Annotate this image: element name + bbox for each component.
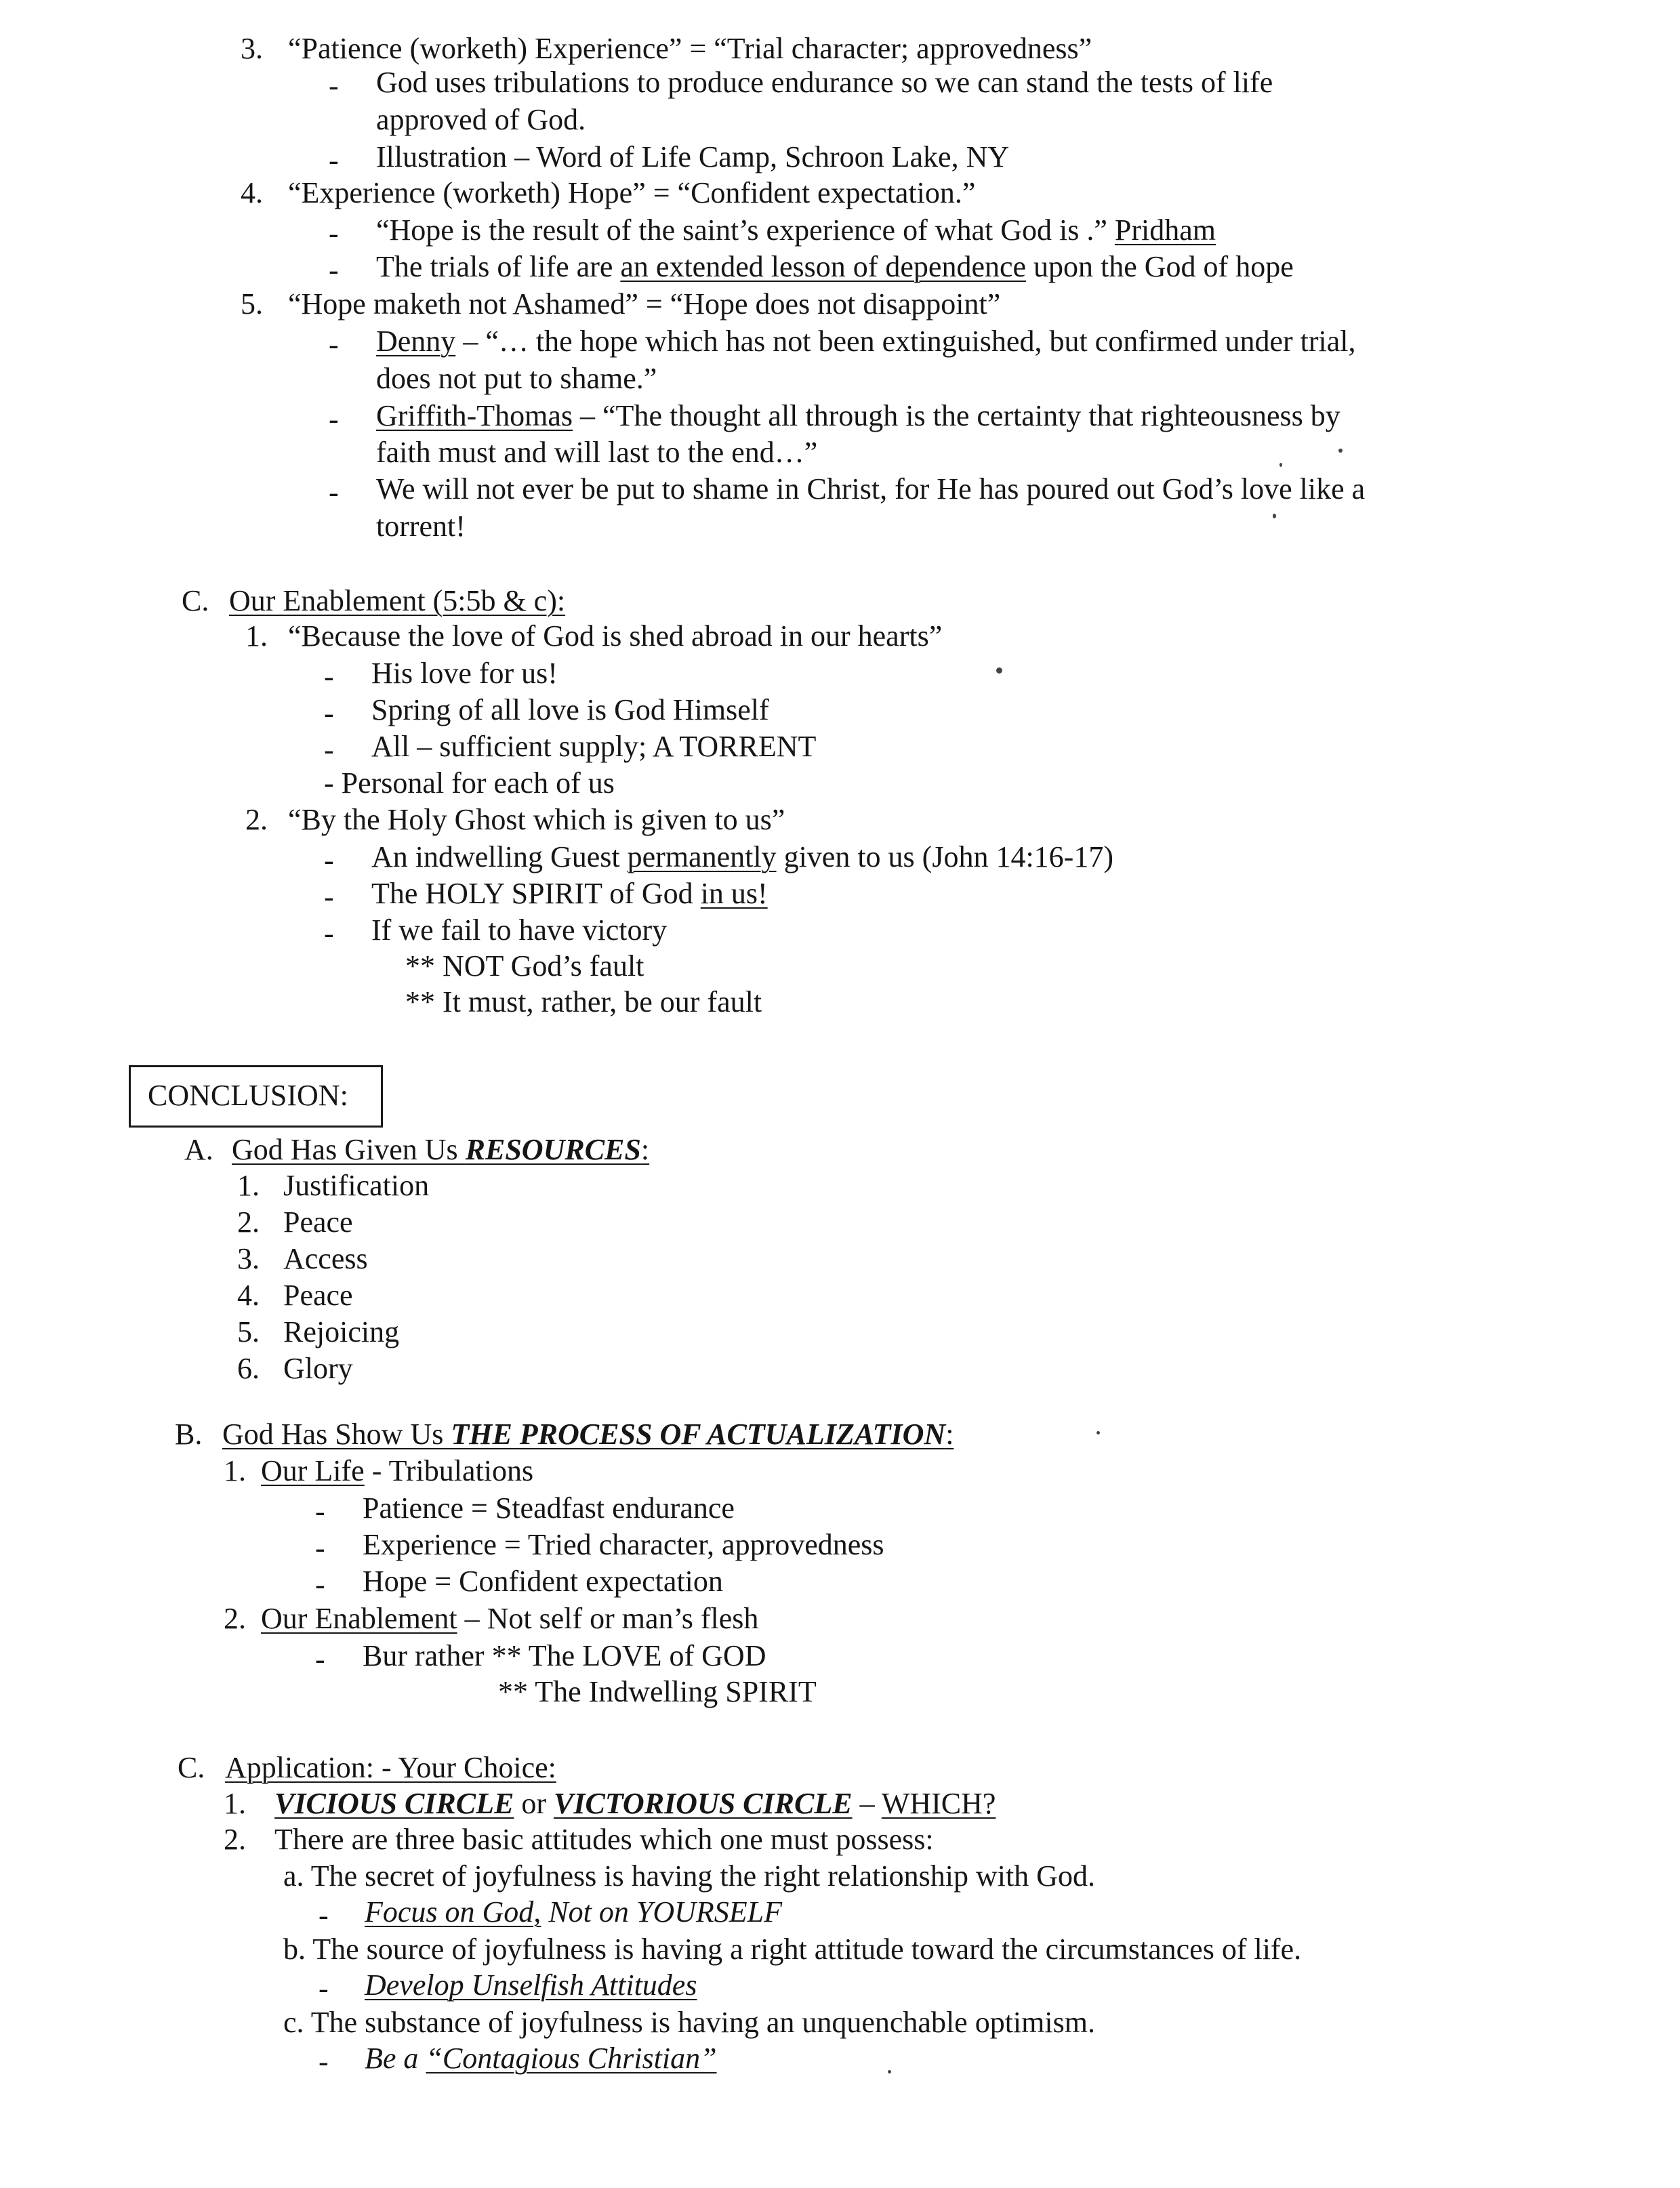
author-pridham: Pridham [1114, 213, 1216, 247]
c-item-1-sub-2: Spring of all love is God Himself [371, 693, 769, 726]
app-sub-b: b. The source of joyfulness is having a right attitude toward the circumstances of life. [283, 1933, 1302, 1966]
scan-speck [1097, 1431, 1100, 1434]
dash-bullet: - [324, 697, 334, 730]
conclusion-a-letter: A. [184, 1133, 213, 1166]
conclusion-c-heading: Application: - Your Choice: [225, 1751, 556, 1784]
c-item-2-sub-1: An indwelling Guest permanently given to us (John 14:16-17) [371, 840, 1113, 873]
app-sub-a: a. The secret of joyfulness is having the right relationship with God. [283, 1859, 1095, 1893]
dash-bullet: - [329, 402, 339, 436]
item-3-sub-2: Illustration – Word of Life Camp, Schroon Lake, NY [376, 140, 1010, 173]
b-item-1-sub-1: Patience = Steadfast endurance [363, 1491, 735, 1525]
dash-bullet: - [315, 1643, 325, 1676]
scan-speck [1273, 514, 1276, 518]
dash-bullet: - [324, 660, 334, 693]
dash-bullet: - [329, 328, 339, 361]
c-item-1-sub-3: All – sufficient supply; A TORRENT [371, 730, 817, 763]
item-5-sub-2c: faith must and will last to the end…” [376, 436, 818, 469]
item-5-sub-3b: torrent! [376, 510, 466, 543]
conclusion-c-letter: C. [178, 1751, 205, 1784]
app-sub-a-note: Focus on God, Not on YOURSELF [365, 1895, 783, 1928]
dash-bullet: - [319, 1972, 329, 2005]
dash-bullet: - [329, 144, 339, 177]
resource-6-text: Glory [283, 1352, 353, 1385]
section-c-letter: C. [182, 584, 209, 617]
item-5-text: “Hope maketh not Ashamed” = “Hope does not disappoint” [288, 287, 1001, 321]
dash-bullet: - [315, 1568, 325, 1601]
dash-bullet: - [329, 476, 339, 509]
app-item-2: There are three basic attitudes which one must possess: [274, 1823, 934, 1856]
b-item-2-sub-1: Bur rather ** The LOVE of GOD [363, 1639, 766, 1672]
c-item-2-number: 2. [245, 803, 268, 836]
resource-1-text: Justification [283, 1169, 430, 1202]
dash-bullet: - [315, 1531, 325, 1565]
scan-speck [1279, 463, 1282, 467]
app-sub-c: c. The substance of joyfulness is having an unquenchable optimism. [283, 2006, 1095, 2039]
conclusion-b-heading: God Has Show Us THE PROCESS OF ACTUALIZATION: [222, 1418, 954, 1451]
resource-3-number: 3. [237, 1242, 260, 1275]
app-sub-c-note: Be a “Contagious Christian” [365, 2042, 717, 2075]
dash-bullet: - [324, 844, 334, 877]
item-5-sub-2: Griffith-Thomas – “The thought all through is the certainty that righteousness by [376, 399, 1340, 432]
dash-bullet: - [324, 733, 334, 766]
b-item-1: Our Life - Tribulations [261, 1454, 534, 1487]
item-5-sub-1c: does not put to shame.” [376, 362, 657, 395]
b-item-2: Our Enablement – Not self or man’s flesh [261, 1602, 759, 1635]
item-3-number: 3. [241, 32, 263, 65]
b-item-2-sub-2: ** The Indwelling SPIRIT [498, 1675, 817, 1708]
c-item-2-note-1: ** NOT God’s fault [405, 949, 644, 983]
resource-4-text: Peace [283, 1279, 353, 1312]
dash-bullet: - [329, 217, 339, 250]
item-3-text: “Patience (worketh) Experience” = “Trial character; approvedness” [288, 32, 1092, 65]
item-4-text: “Experience (worketh) Hope” = “Confident expectation.” [288, 176, 976, 209]
conclusion-label: CONCLUSION: [148, 1079, 348, 1112]
item-5-sub-3: We will not ever be put to shame in Christ, for He has poured out God’s love like a [376, 472, 1366, 505]
c-item-1-sub-1: His love for us! [371, 657, 558, 690]
resource-2-text: Peace [283, 1205, 353, 1239]
c-item-1-text: “Because the love of God is shed abroad in our hearts” [288, 619, 943, 653]
app-item-2-number: 2. [224, 1823, 246, 1856]
c-item-2-sub-3: If we fail to have victory [371, 913, 668, 947]
b-item-1-sub-3: Hope = Confident expectation [363, 1565, 723, 1598]
dash-bullet: - [324, 880, 334, 913]
c-item-2-text: “By the Holy Ghost which is given to us” [288, 803, 785, 836]
item-3-sub-1b: approved of God. [376, 103, 586, 136]
resource-4-number: 4. [237, 1279, 260, 1312]
resource-2-number: 2. [237, 1205, 260, 1239]
item-4-number: 4. [241, 176, 263, 209]
item-4-sub-2: The trials of life are an extended lesson of dependence upon the God of hope [376, 250, 1294, 283]
c-item-1-personal: - Personal for each of us [324, 766, 615, 800]
resource-6-number: 6. [237, 1352, 260, 1385]
dash-bullet: - [315, 1495, 325, 1528]
conclusion-b-letter: B. [175, 1418, 203, 1451]
resource-1-number: 1. [237, 1169, 260, 1202]
resource-5-number: 5. [237, 1315, 260, 1348]
b-item-1-sub-2: Experience = Tried character, approvedness [363, 1528, 884, 1561]
app-item-1-number: 1. [224, 1787, 246, 1820]
c-item-2-note-2: ** It must, rather, be our fault [405, 985, 762, 1018]
dash-bullet: - [319, 1899, 329, 1932]
dash-bullet: - [329, 69, 339, 102]
item-3-sub-1: God uses tribulations to produce endurance so we can stand the tests of life [376, 66, 1273, 99]
item-4-sub-1: “Hope is the result of the saint’s experience of what God is .” Pridham [376, 213, 1216, 247]
scan-speck [888, 2070, 891, 2073]
item-5-sub-1: Denny – “… the hope which has not been extinguished, but confirmed under trial, [376, 325, 1356, 358]
b-item-2-number: 2. [224, 1602, 246, 1635]
dash-bullet: - [319, 2045, 329, 2078]
app-sub-b-note: Develop Unselfish Attitudes [365, 1968, 697, 2002]
scan-speck [996, 667, 1002, 674]
scan-speck [1338, 449, 1343, 453]
conclusion-a-heading: God Has Given Us RESOURCES: [232, 1133, 650, 1166]
section-c-heading: Our Enablement (5:5b & c): [229, 584, 566, 617]
resource-5-text: Rejoicing [283, 1315, 400, 1348]
dash-bullet: - [329, 253, 339, 287]
dash-bullet: - [324, 917, 334, 950]
c-item-2-sub-2: The HOLY SPIRIT of God in us! [371, 877, 768, 910]
resource-3-text: Access [283, 1242, 368, 1275]
b-item-1-number: 1. [224, 1454, 246, 1487]
item-5-number: 5. [241, 287, 263, 321]
c-item-1-number: 1. [245, 619, 268, 653]
app-item-1: VICIOUS CIRCLE or VICTORIOUS CIRCLE – WHICH? [274, 1787, 996, 1820]
